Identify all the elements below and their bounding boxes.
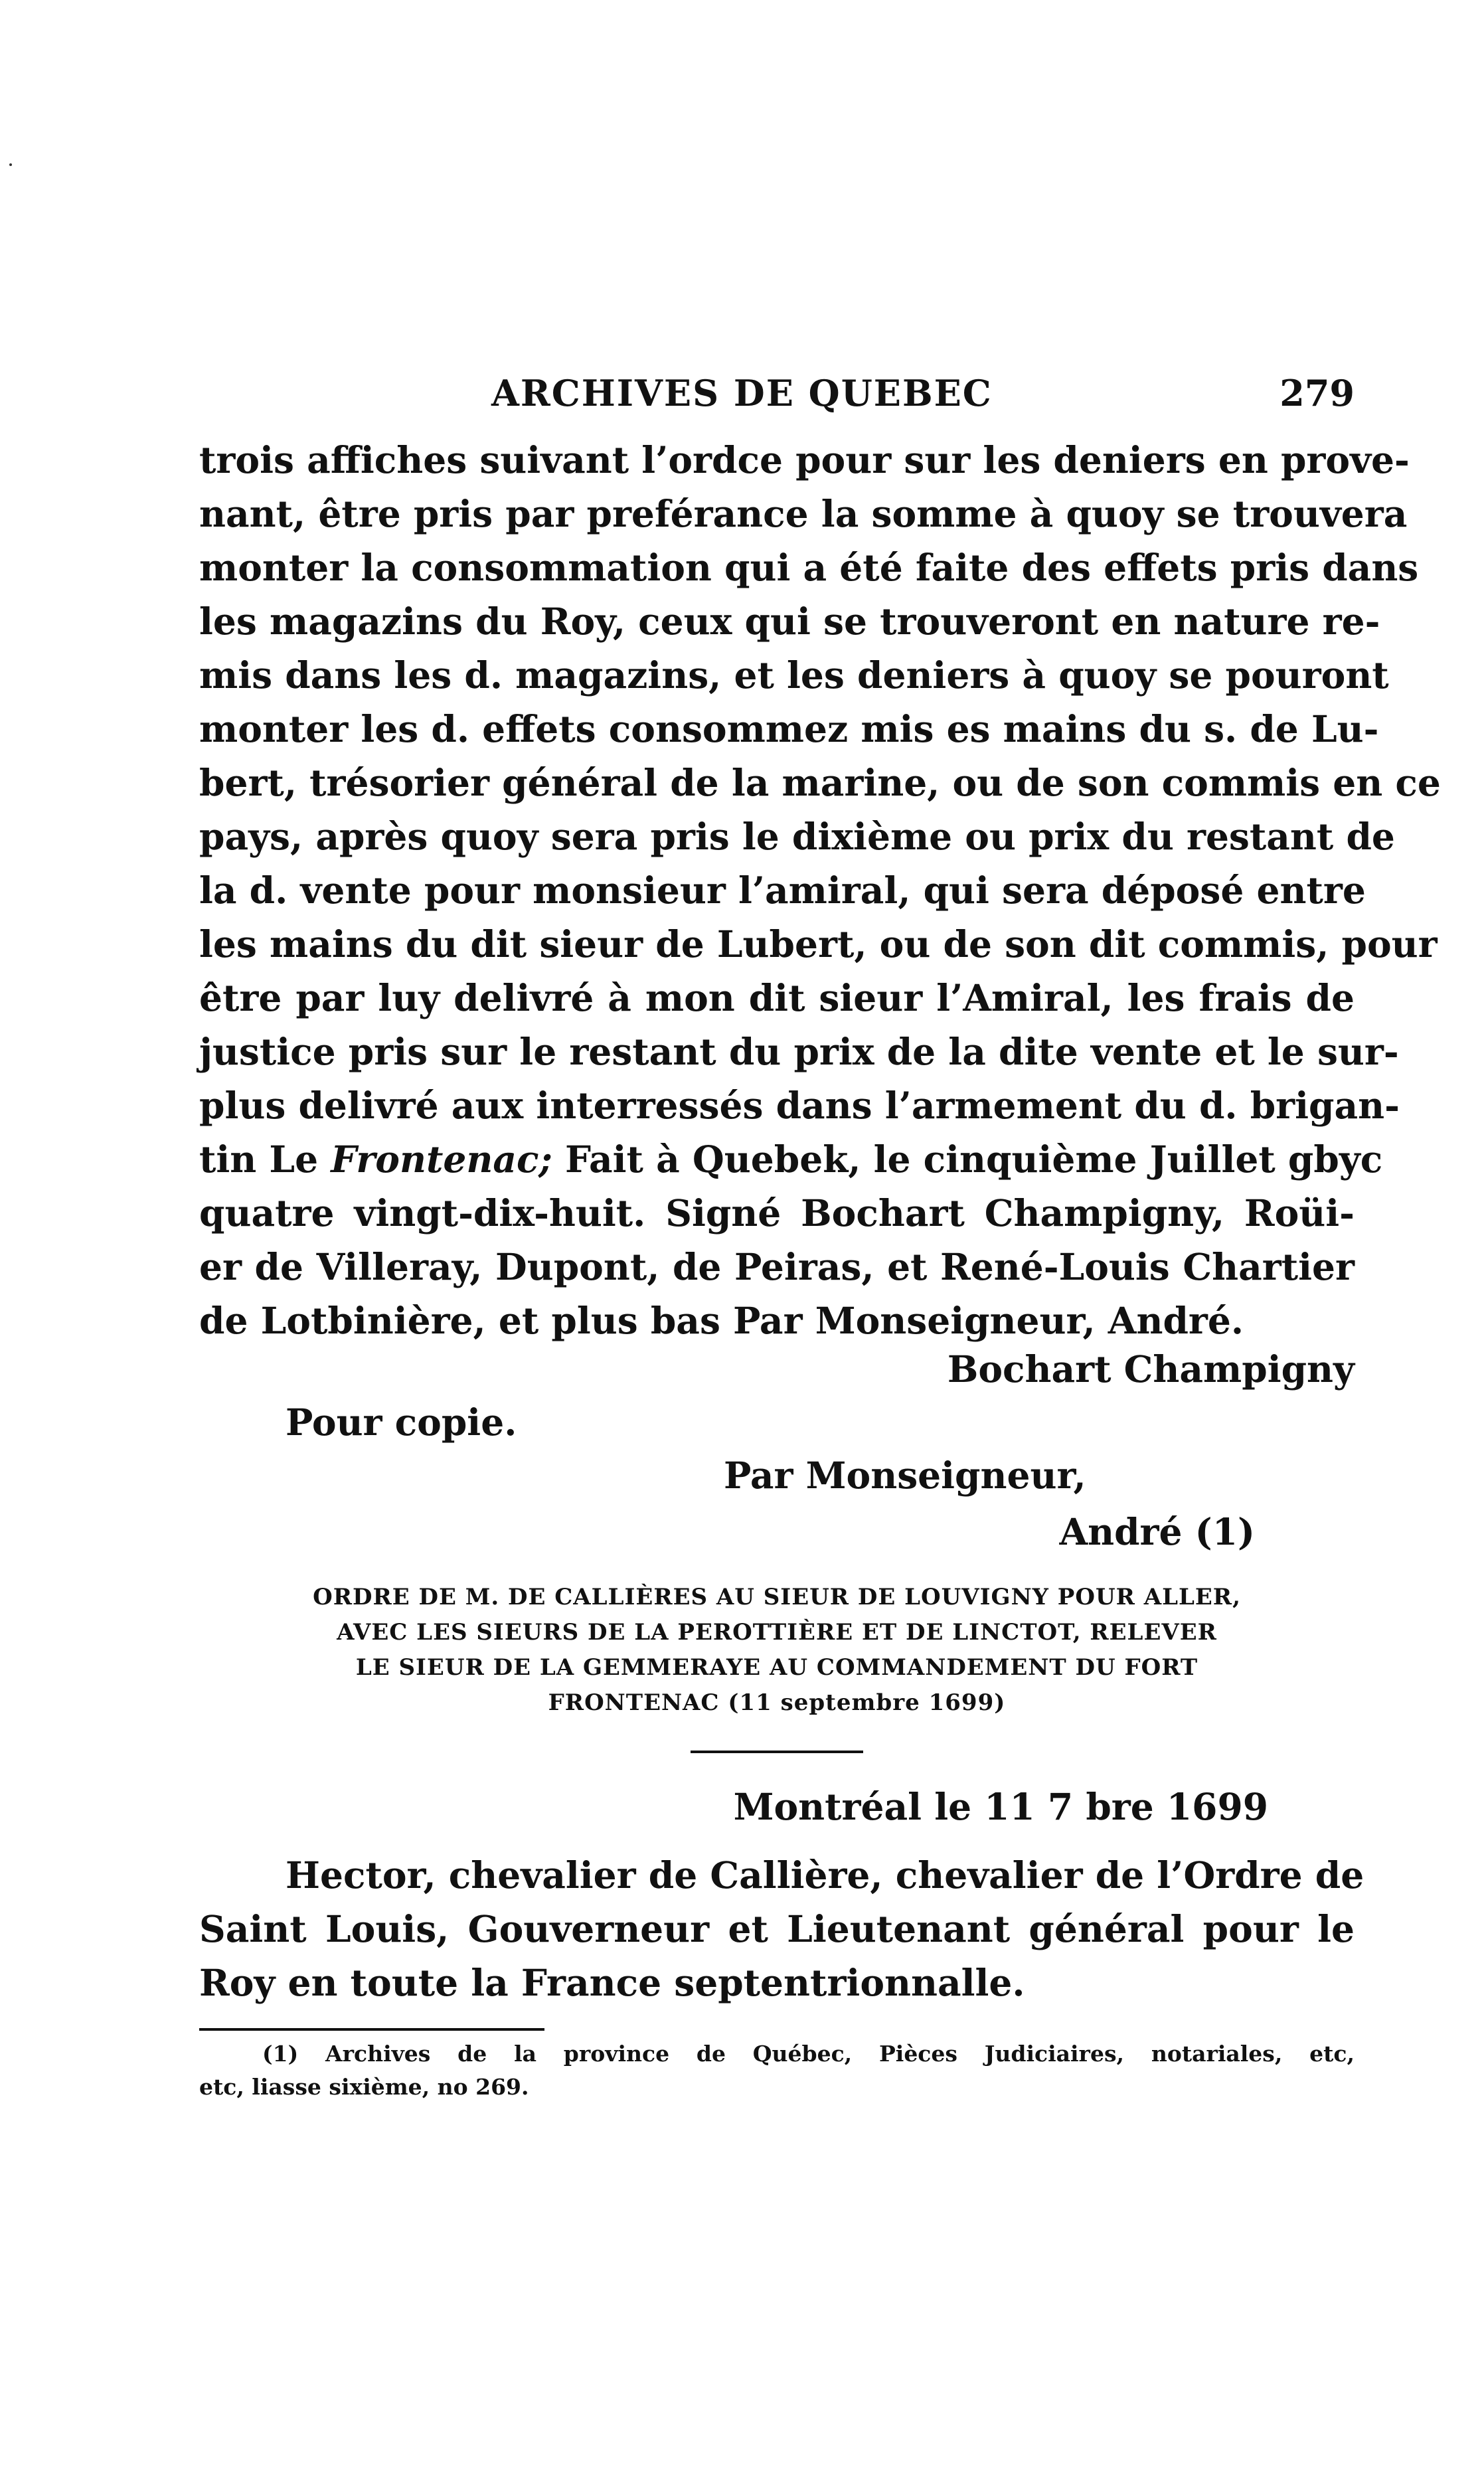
order-heading-line — [199, 1685, 1355, 1721]
body-line: être par luy delivré à mon dit sieur l’Amiral, les frais de — [199, 976, 1355, 1019]
running-head-title: ARCHIVES DE QUEBEC — [491, 372, 993, 414]
signature-champigny: Bochart Champigny — [947, 1347, 1355, 1391]
pour-copie: Pour copie. — [286, 1401, 517, 1444]
margin-speck — [9, 163, 12, 166]
section-divider — [691, 1751, 863, 1753]
order-body-line: Saint Louis, Gouverneur et Lieutenant général pour le — [199, 1907, 1355, 1950]
body-line: pays, après quoy sera pris le dixième ou prix du restant de — [199, 815, 1395, 858]
body-line: les magazins du Roy, ceux qui se trouveront en nature re- — [199, 600, 1380, 643]
order-body-line: Roy en toute la France septentrionnalle. — [199, 1961, 1025, 2004]
ship-name-italic: Frontenac; — [331, 1138, 552, 1181]
footnote — [199, 2037, 1355, 2104]
footnote-line: (1) Archives de la province de Québec, Pièces Judiciaires, notariales, etc, — [262, 2041, 1355, 2067]
order-body — [199, 1848, 1364, 2010]
body-line: er de Villeray, Dupont, de Peiras, et René-Louis Chartier — [199, 1245, 1355, 1288]
body-paragraph — [199, 433, 1441, 1347]
running-head — [199, 372, 1355, 425]
order-heading-part: FRONTENAC (11 — [548, 1689, 781, 1716]
footnote-divider — [199, 2028, 544, 2031]
body-line: bert, trésorier général de la marine, ou de son commis en ce — [199, 761, 1441, 804]
par-monseigneur: Par Monseigneur, — [724, 1454, 1086, 1497]
body-line: justice pris sur le restant du prix de la dite vente et le sur- — [199, 1030, 1399, 1073]
body-line: monter la consommation qui a été faite des effets pris dans — [199, 546, 1419, 589]
body-line: les mains du dit sieur de Lubert, ou de son dit commis, pour — [199, 922, 1438, 966]
body-line: quatre vingt-dix-huit. Signé Bochart Champigny, Roüi- — [199, 1191, 1355, 1235]
dateline: Montréal le 11 7 bre 1699 — [733, 1785, 1268, 1828]
order-heading-line: LE SIEUR DE LA GEMMERAYE AU COMMANDEMENT DU FORT — [355, 1654, 1198, 1681]
body-line: trois affiches suivant l’ordce pour sur les deniers en prove- — [199, 438, 1410, 481]
order-heading-month: septembre — [780, 1689, 920, 1716]
page — [199, 372, 1441, 2104]
order-heading-line: AVEC LES SIEURS DE LA PEROTTIÈRE ET DE LINCTOT, RELEVER — [337, 1619, 1217, 1646]
body-line-part: Fait à Quebek, le cinquième Juillet gbyc — [552, 1138, 1383, 1181]
body-line: la d. vente pour monsieur l’amiral, qui sera déposé entre — [199, 869, 1366, 912]
signature-andre: André (1) — [1059, 1510, 1255, 1553]
body-line: nant, être pris par preférance la somme à quoy se trouvera — [199, 492, 1408, 535]
page-number: 279 — [1279, 372, 1355, 414]
body-line-frontenac — [199, 1132, 1383, 1186]
order-heading-part: 1699) — [920, 1689, 1006, 1716]
signature-block — [199, 1347, 1355, 1567]
body-line: mis dans les d. magazins, et les deniers à quoy se pouront — [199, 653, 1389, 697]
footnote-line: etc, liasse sixième, no 269. — [199, 2074, 529, 2100]
order-body-line: Hector, chevalier de Callière, chevalier de l’Ordre de — [286, 1853, 1364, 1897]
order-heading — [199, 1580, 1355, 1721]
body-line: de Lotbinière, et plus bas Par Monseigneur, André. — [199, 1299, 1244, 1342]
body-line: monter les d. effets consommez mis es mains du s. de Lu- — [199, 707, 1379, 750]
body-line: plus delivré aux interressés dans l’armement du d. brigan- — [199, 1084, 1400, 1127]
body-line-part: tin Le — [199, 1138, 331, 1181]
order-heading-line: ORDRE DE M. DE CALLIÈRES AU SIEUR DE LOUVIGNY POUR ALLER, — [313, 1584, 1241, 1610]
